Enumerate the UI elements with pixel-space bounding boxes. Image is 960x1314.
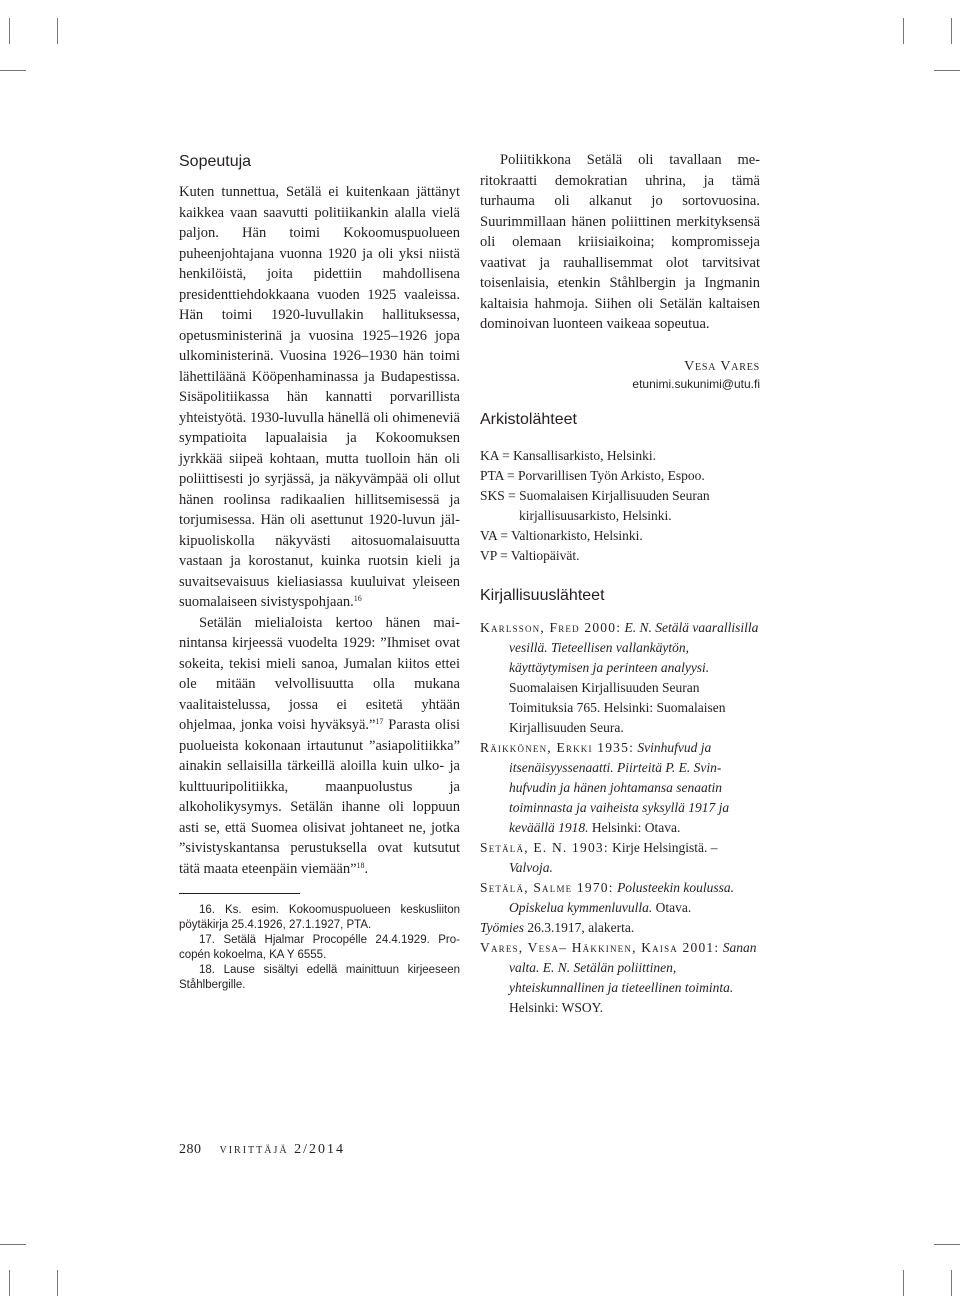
archive-item: SKS = Suomalaisen Kirjallisuuden Seuran kirjallisuusarkisto, Helsinki. — [480, 487, 710, 523]
page-number: 280 — [179, 1142, 202, 1157]
body-text — [480, 150, 760, 335]
footnote: 18. Lause sisältyi edellä mainittuun kirjeeseen Ståhlbergille. — [179, 964, 460, 991]
crop-mark — [903, 1270, 904, 1296]
crop-mark — [951, 1270, 952, 1296]
crop-mark — [57, 1270, 58, 1296]
archive-list — [480, 446, 760, 566]
right-column — [480, 150, 760, 1018]
crop-mark — [934, 1244, 960, 1245]
crop-mark — [0, 70, 26, 71]
crop-mark — [9, 1270, 10, 1296]
left-column — [179, 150, 460, 993]
body-text — [179, 182, 460, 879]
reference-item: Työmies 26.3.1917, alakerta. — [480, 919, 635, 935]
paragraph: Setälän mielialoista kertoo hänen mainintansa kirjeessä vuodelta 1929: ”Ihmiset ovat sokeita, tekisi mieli sanoa, Jumalan kiitos ettei ole mitään velvollisuutta olla mukana vaalitaistelussa, jossa ei esitetä yhtään ohjelmaa, jonka voisi hyväksyä.”$^{17}$ Parasta olisi puolueista kokonaan irtautunut ”asiapolitiikka” ainakin sellaisilla tärkeillä aloilla kuin ulko- ja kulttuuripolitiikka, maanpuolustus ja alkoholikysymys. Setälän ihanne oli loppuun asti se, että Suomea olisivat johtaneet ne, jotka ”sivistyskantansa perustuksella ovat kutsutut tätä maata eteenpäin viemään”$^{18}$. — [179, 614, 460, 877]
crop-mark — [903, 18, 904, 44]
author-email: etunimi.sukunimi@utu.fi — [632, 376, 760, 391]
crop-mark — [0, 1244, 26, 1245]
archive-item: PTA = Porvarillisen Työn Arkisto, Espoo. — [480, 467, 705, 483]
crop-mark — [57, 18, 58, 44]
crop-mark — [934, 70, 960, 71]
author-name: Vesa Vares — [684, 358, 760, 374]
reference-list — [480, 618, 760, 1018]
footnote-ref: 16 — [353, 594, 362, 603]
journal-name: virittäjä 2/2014 — [219, 1142, 345, 1157]
footnote-rule — [179, 893, 300, 894]
footnote: 17. Setälä Hjalmar Procopélle 24.4.1929. Procopén kokoelma, KA Y 6555. — [179, 934, 460, 961]
archive-item: VP = Valtiopäivät. — [480, 547, 580, 563]
footnotes — [179, 903, 460, 993]
paragraph: Kuten tunnettua, Setälä ei kuitenkaan jättänyt kaikkea vaan saavutti politiikankin alalla vielä paljon. Hän toimi Kokoomuspuolueen puheenjohtajana vuonna 1920 ja oli yksi niistä henkilöistä, joita pidettiin mahdollisena presidenttiehdokkaana vuoden 1925 vaaleissa. Hän toimi 1920-luvullakin hallituksessa, opetusministerinä ja vuosina 1925–1926 jopa ulkoministerinä. Vuosina 1926–1930 hän toimi lähettiläänä Kööpenhaminassa ja Budapestissa. Sisäpolitiikassa hän kannatti porvarillista yhteistyötä. 1930-luvulla hänellä oli ohimeneviä sympatioita lapualaisia ja Kokoomuksen jyrkkää siipeä kohtaan, mutta tuolloin hän oli poliittisesti jo syrjässä, ja näkyvämpää oli ollut hänen roolinsa radikaalien hillitsemisessä ja torjumisessa. Hän oli asettunut 1920-luvun jälkipuoliskolla näkyvästi aitosuomalaisuutta vastaan ja korostanut, kuinka ruotsin kieli ja suvaitsevaisuus kieliasiassa kuuluivat yleiseen suomalaiseen sivistyspohjaan.$^{16}$ — [179, 184, 460, 610]
reference-item: Setälä, E. N. 1903: Kirje Helsingistä. – Valvoja. — [480, 839, 718, 875]
reference-item: Setälä, Salme 1970: Polusteekin koulussa. Opiskelua kymmenluvulla. Otava. — [480, 879, 735, 915]
crop-mark — [9, 18, 10, 44]
paragraph: Poliitikkona Setälä oli tavallaan meritokraatti demokratian uhrina, ja tämä turhauma oli alkanut jo sortovuosina. Suurimmillaan hänen poliittinen merkityksensä oli olemaan kriisiaikoina; kompromisseja vaativat ja rauhallisemmat olot tarvitsivat toisenlaisia, etenkin Ståhlbergin ja Ingmanin kaltaisia hahmoja. Siihen oli Setälän kaltaisen dominoivan luonteen vaikeaa sopeutua. — [480, 152, 760, 332]
footnote-ref: 18 — [356, 860, 365, 870]
section-heading: Sopeutuja — [179, 153, 252, 170]
footnote-ref: 17 — [375, 717, 384, 726]
archive-item: VA = Valtionarkisto, Helsinki. — [480, 527, 643, 543]
crop-mark — [951, 18, 952, 44]
archive-item: KA = Kansallisarkisto, Helsinki. — [480, 447, 656, 463]
reference-item: Räikkönen, Erkki 1935: Svinhufvud ja itsenäisyyssenaatti. Piirteitä P. E. Svinhufvudin ja hänen johtamansa senaatin toiminnasta ja vaiheista syksyllä 1917 ja keväällä 1918. Helsinki: Otava. — [480, 739, 730, 835]
reference-item: Vares, Vesa– Häkkinen, Kaisa 2001: Sanan valta. E. N. Setälän poliittinen, yhteiskunnallinen ja tieteellinen toiminta. Helsinki: WSOY. — [480, 939, 757, 1015]
footnote: 16. Ks. esim. Kokoomuspuolueen keskusliiton pöytäkirja 25.4.1926, 27.1.1927, PTA. — [179, 904, 460, 931]
reference-item: Karlsson, Fred 2000: E. N. Setälä vaarallisilla vesillä. Tieteellisen vallankäytön, käyttäytymisen ja perinteen analyysi. Suomalaisen Kirjallisuuden Seuran Toimituksia 765. Helsinki: Suomalaisen Kirjallisuuden Seura. — [480, 619, 759, 735]
page-footer — [179, 1141, 345, 1159]
author-block — [480, 358, 760, 392]
archive-sources-heading: Arkistolähteet — [480, 410, 577, 428]
literature-heading: Kirjallisuuslähteet — [480, 586, 605, 604]
